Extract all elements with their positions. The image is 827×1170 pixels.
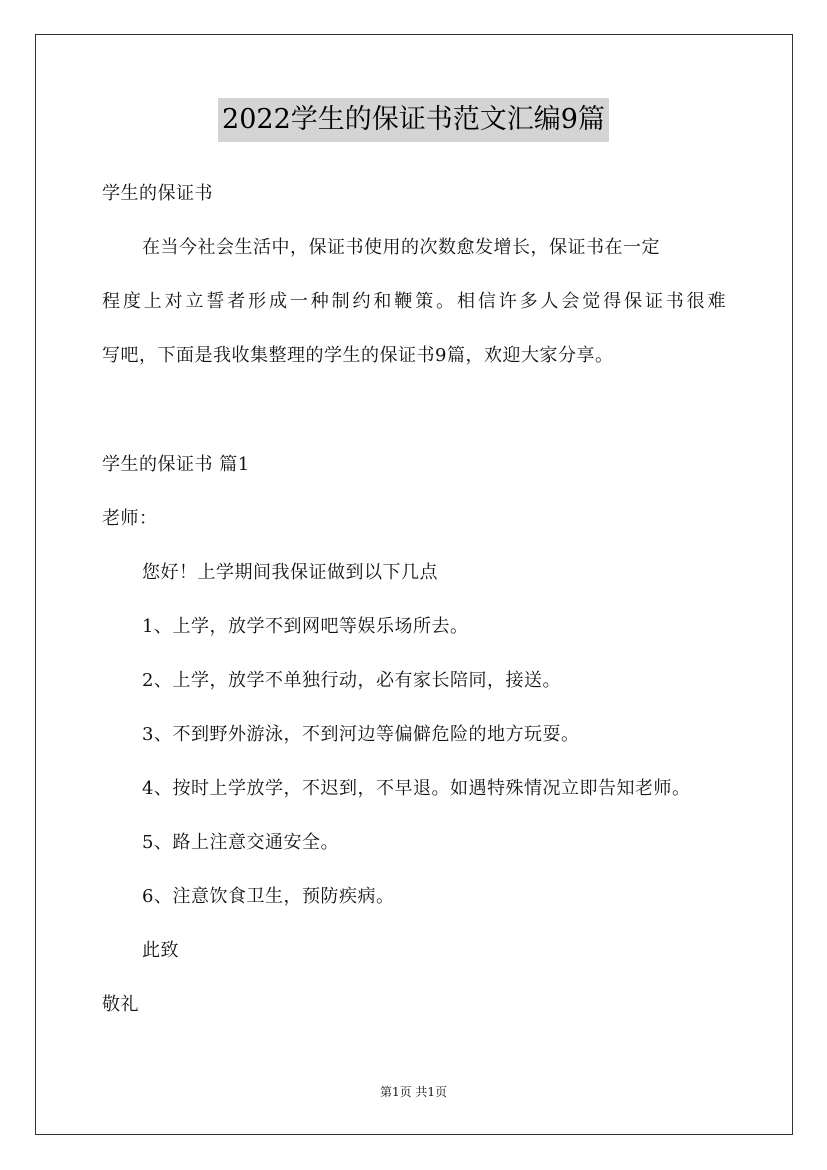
intro-line-1: 在当今社会生活中，保证书使用的次数愈发增长，保证书在一定 bbox=[142, 237, 660, 258]
document-title: 2022学生的保证书范文汇编9篇 bbox=[218, 98, 609, 142]
list-item: 2、上学，放学不单独行动，必有家长陪同，接送。 bbox=[142, 670, 561, 691]
title-container bbox=[0, 98, 827, 142]
page-footer bbox=[0, 1084, 827, 1100]
closing-cizhi: 此致 bbox=[142, 940, 179, 961]
list-item: 6、注意饮食卫生，预防疾病。 bbox=[142, 886, 395, 907]
list-item: 1、上学，放学不到网吧等娱乐场所去。 bbox=[142, 616, 469, 637]
chapter-heading: 学生的保证书 篇1 bbox=[102, 454, 250, 475]
closing-jingli: 敬礼 bbox=[102, 994, 139, 1015]
salutation: 老师： bbox=[102, 508, 158, 529]
list-item: 3、不到野外游泳，不到河边等偏僻危险的地方玩耍。 bbox=[142, 724, 580, 745]
section-heading: 学生的保证书 bbox=[102, 183, 213, 204]
page-number-label: 第1页 共1页 bbox=[379, 1085, 448, 1099]
list-item: 5、路上注意交通安全。 bbox=[142, 832, 339, 853]
list-item: 4、按时上学放学，不迟到，不早退。如遇特殊情况立即告知老师。 bbox=[142, 778, 691, 799]
intro-line-3: 写吧，下面是我收集整理的学生的保证书9篇，欢迎大家分享。 bbox=[102, 345, 614, 366]
intro-line-2: 程度上对立誓者形成一种制约和鞭策。相信许多人会觉得保证书很难 bbox=[102, 291, 726, 312]
greeting: 您好！上学期间我保证做到以下几点 bbox=[142, 562, 438, 583]
